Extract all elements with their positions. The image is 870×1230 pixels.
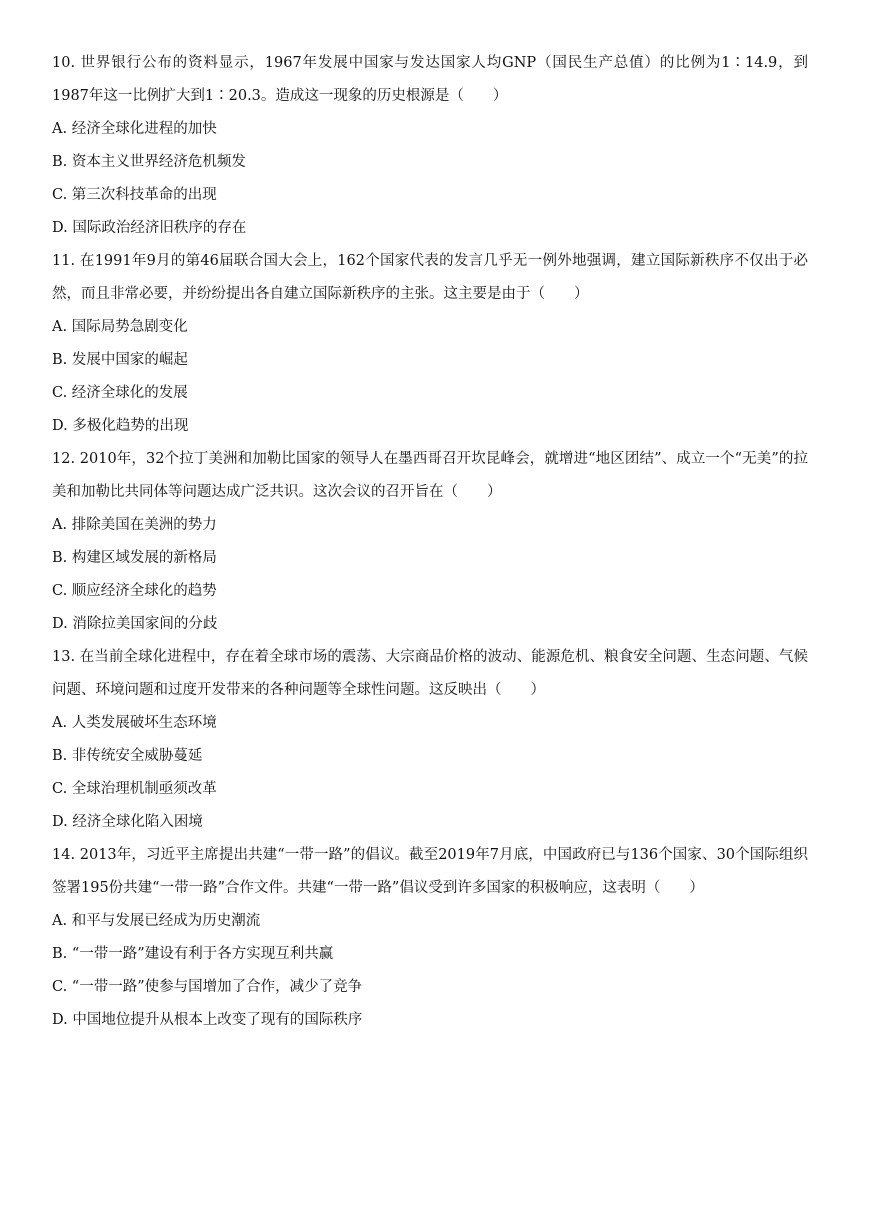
question-12 [52,443,808,641]
question-stem: 11. 在1991年9月的第46届联合国大会上，162个国家代表的发言几乎无一例外地强调，建立国际新秩序不仅出于必然，而且非常必要，并纷纷提出各自建立国际新秩序的主张。这主要是由于（ ） [52,253,808,302]
option-a: A. 人类发展破坏生态环境 [52,715,217,731]
option-a: A. 排除美国在美洲的势力 [52,517,217,533]
question-stem: 10. 世界银行公布的资料显示，1967年发展中国家与发达国家人均GNP（国民生产总值）的比例为1∶14.9，到1987年这一比例扩大到1∶20.3。造成这一现象的历史根源是（ ） [52,55,808,104]
option-a: A. 和平与发展已经成为历史潮流 [52,913,261,929]
option-d: D. 经济全球化陷入困境 [52,814,203,830]
question-stem: 14. 2013年，习近平主席提出共建“一带一路”的倡议。截至2019年7月底，中国政府已与136个国家、30个国际组织签署195份共建“一带一路”合作文件。共建“一带一路”倡议受到许多国家的积极响应，这表明（ ） [52,847,808,896]
option-c: C. 第三次科技革命的出现 [52,187,217,203]
option-b: B. 资本主义世界经济危机频发 [52,154,246,170]
question-stem: 13. 在当前全球化进程中，存在着全球市场的震荡、大宗商品价格的波动、能源危机、粮食安全问题、生态问题、气候问题、环境问题和过度开发带来的各种问题等全球性问题。这反映出（ ） [52,649,808,698]
option-b: B. 构建区域发展的新格局 [52,550,217,566]
option-d: D. 国际政治经济旧秩序的存在 [52,220,247,236]
option-b: B. 发展中国家的崛起 [52,352,188,368]
option-c: C. 经济全球化的发展 [52,385,188,401]
option-a: A. 国际局势急剧变化 [52,319,188,335]
option-c: C. “一带一路”使参与国增加了合作，减少了竞争 [52,979,363,995]
question-stem: 12. 2010年，32个拉丁美洲和加勒比国家的领导人在墨西哥召开坎昆峰会，就增进“地区团结”、成立一个“无美”的拉美和加勒比共同体等问题达成广泛共识。这次会议的召开旨在（ ） [52,451,808,500]
option-a: A. 经济全球化进程的加快 [52,121,217,137]
option-b: B. 非传统安全威胁蔓延 [52,748,203,764]
question-11 [52,245,808,443]
question-10 [52,47,808,245]
question-14 [52,839,808,1037]
option-c: C. 顺应经济全球化的趋势 [52,583,217,599]
option-c: C. 全球治理机制亟须改革 [52,781,217,797]
option-b: B. “一带一路”建设有利于各方实现互利共赢 [52,946,334,962]
option-d: D. 多极化趋势的出现 [52,418,189,434]
option-d: D. 消除拉美国家间的分歧 [52,616,218,632]
option-d: D. 中国地位提升从根本上改变了现有的国际秩序 [52,1012,363,1028]
question-13 [52,641,808,839]
